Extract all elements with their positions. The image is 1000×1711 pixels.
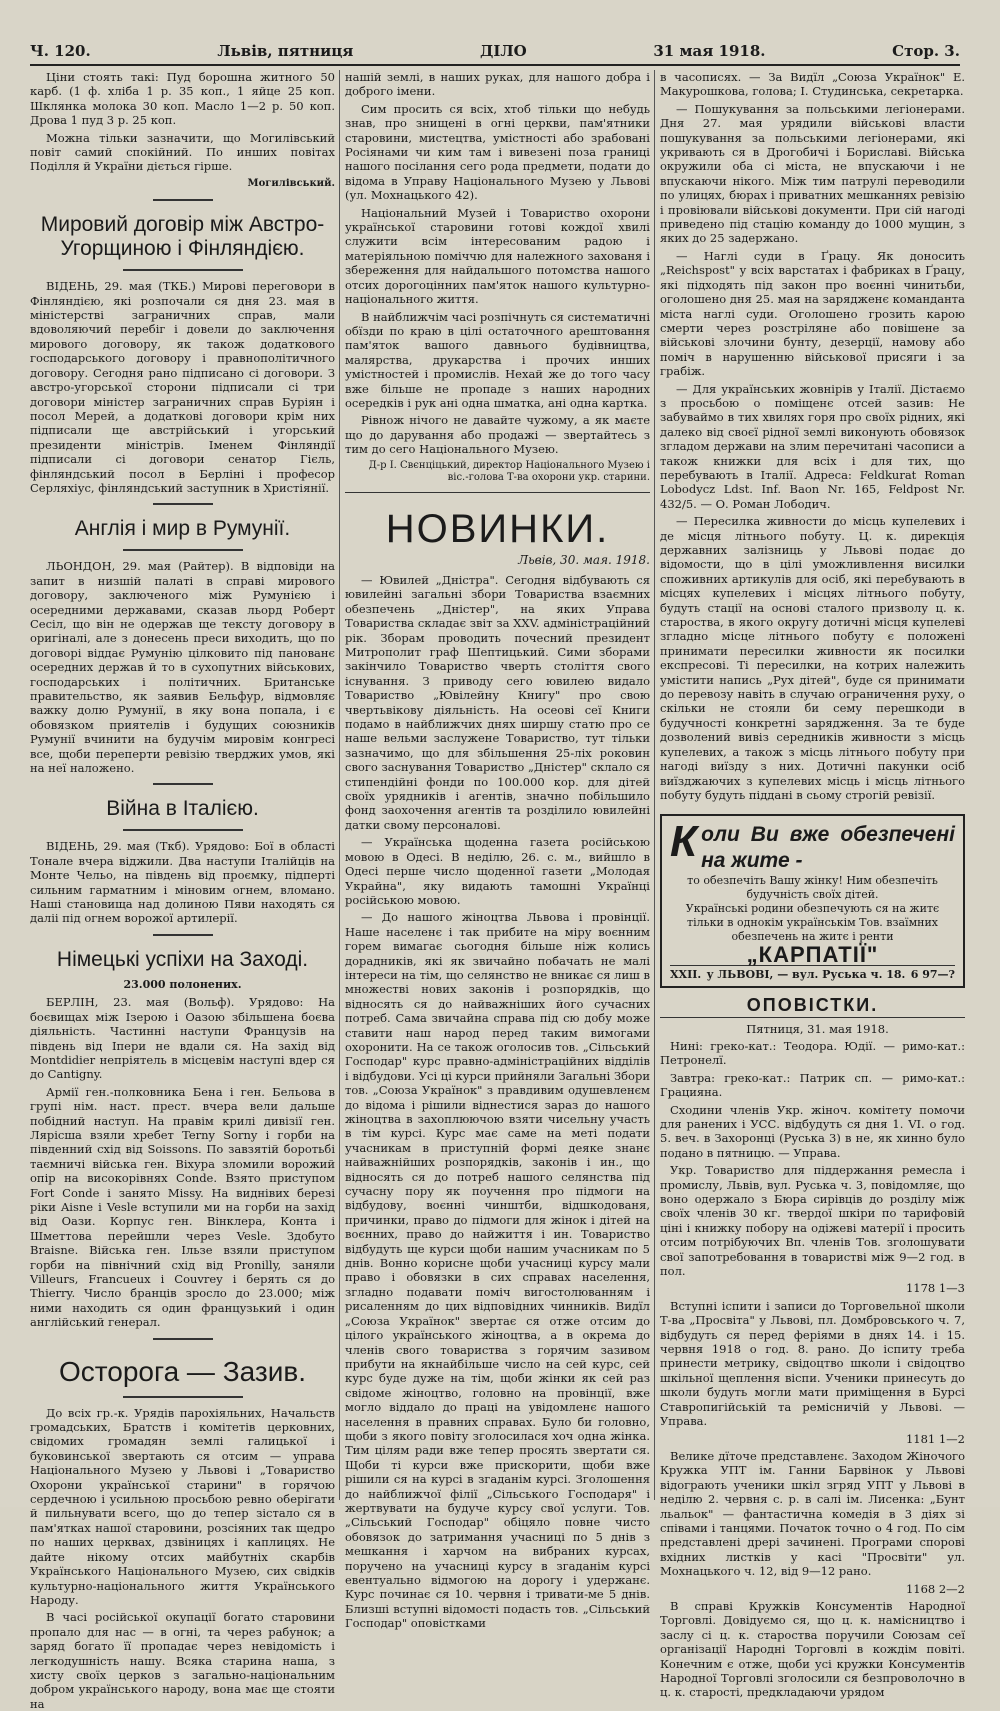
headline: Англія і мир в Румунії. [74, 517, 291, 541]
headline: Осторога — Зазив. [58, 1355, 307, 1387]
notice-ref: 1178 1—3 [905, 1281, 965, 1296]
ad-headline-text: оли Ви вже обезпечені на жите - [701, 823, 955, 873]
paragraph: в часописях. — За Видїл „Союза Українок" Е. Макурошкова, голова; І. Студинська, секретарка. [660, 70, 965, 99]
headline: Німецькі успіхи на Заході. [56, 947, 309, 971]
paragraph: нашій землі, в наших руках, для нашого добра і доброго імени. [345, 70, 650, 99]
ad-text: Українські родини обезпечують ся на житє тільки в однокім українськім Тов. взаїмних обезпечень на житє і ренти [685, 902, 940, 944]
article-text: ВІДЕНЬ, 29. мая (Ткб). Урядово: Бої в області Тонале вчера віджили. Два наступи Італійців на Монте Чельо, на південь від проємку, підперті сильним гарматним і міновим огнем, вломано. Наші становища над долиною Пяви находять ся даліі під огнем ворожої артилерії. [30, 839, 335, 926]
notice: Укр. Товариство для піддержання ремесла і промислу, Львів, вул. Руська ч. 3, повідомляє, що воно одержало з Бюра сирівців до розділу між своїх членів 30 кг. твердої шкіри по тарифовій ціні і книжку побору на одіжеві матерії і просить отсим потрібуючих Вп. членів Тов. зголошувати свої запотребовання в товаристві між 9—2 год. в пол. [660, 1163, 965, 1279]
divider [153, 934, 213, 936]
divider [123, 1396, 243, 1398]
column-2 [345, 70, 651, 1631]
signature: Д-р І. Свєнціцький, директор Національного Музею і віс.-голова Т-ва охорони укр. старини. [368, 459, 650, 483]
divider [153, 199, 213, 201]
masthead [30, 38, 960, 66]
article-text: БЕРЛІН, 23. мая (Вольф). Урядово: На боєвищах між Ізерою і Оазою збільшена боєва діяльність. Частинні наступи Французів на південь від Іпери не вдали ся. На захід від Montdidier непріятель в місцевім наступі вдер ся до Cantigny. [30, 995, 335, 1082]
insurance-advertisement [660, 814, 965, 988]
page-number: Стор. 3. [892, 42, 960, 60]
section-title: ОПОВІСТКИ. [746, 995, 879, 1016]
paragraph: Можна тільки зазначити, що Могилівський повіт самий спокійний. По инших повітах Поділля й України діється гірше. [30, 130, 335, 174]
news-item: — До нашого жіноцтва Львова і провінції. Наше населенє і так прибите на міру воєнним горем вимагає сьогодня більше ніж колись дорадників, які як звичайно побачать не малі інтереси на тім, що селянство не вникає ся лиш в множестві нових законів і розпорядків, що відносять ся до найважніших його сучасних потреб. Сама звичайна справа під сю добу може ставити наш народ перед таким вимогами охоронити. На се також оголосив тов. „Сільський Господар" курс правно-адміністраційних відділів і відбудови. Усі ці курси прийняли Загальні Збори тов. „Союза Українок" з правдивим одушевленєм до відома і рішили віднестися зараз до нашого жіноцтва в захоплюючою взяти чисельну участь в тім курсі. Курс має саме на меті подати учасникам в приступній формі деяке знанє найважнійших розпорядків, законів і ин., що відносять ся до потреб нашого селянства під сучасну пору як поучення про підмоги на відбудову, воєнні чинштби, відшкодованя, причинки, право до підмоги для жінок і дітей на воєнних, право до найжиття і ин. Товариство відбудуть ще курси щоби нашим учасникам по 5 днів. Вонно корисне щоби учасниці курсу мали право і обовязки в сих справах населення, згладно подавати поміч вигостолюванням і рисаленням до цих відповідних чинників. Видїл „Союза Українок" звертає ся отже отсим до цілого українського жіноцтва, а в окрема до членів свого товариства з горячим зазивом прибути на якнайбільше число на сей курс, сей курс буде дуже на тім, щоби жінки як сей раз свідоме жіноцтво, головно на провінції, вже могло віддало до праці на увідомленє нашого населення в правних справах. Було би головно, щоби з якого повіту зголосилася хоч одна жінка. Тим цілям ради вже тепер просять звертати ся. Щоби ті курси вже прискорити, щоби вже рішили ся на курсі в згаданім курсі. Зголошення до найближчої філії „Сільського Господаря" і жертвувати на будуче курсу свої услуги. Тов. „Сільський Господар" обіцяло повне чисто обовязок до затримання учасниці по 5 днів з мешкання і харчом на вибраних курсах, поручено на учасниці курсу в згаданім курсі евентуально відмогою на дорогу і удержанє. Курс починає ся 10. червня і тривати-ме 5 днів. Близші вступні відомості подасть тов. „Сільський Господар" оповістками [345, 910, 651, 1631]
notice: Нині: греко-кат.: Теодора. Юдії. — римо-кат.: Петронелї. [660, 1038, 965, 1068]
news-item: — Наглі суди в Ґрацу. Як доносить „Reichspost" у всіх варстатах і фабриках в Ґрацу, які підходять під закон про воєнні чинитьби, оголошено дня 25. мая на зарядженє командантa міста наглі суди. Оголошено грозить карою смерти через розстріляне або повішене за військові злочини бунту, дезерції, намову або поміч в нарушенню військової присяги і за грабіж. [660, 248, 965, 379]
issue-number: Ч. 120. [30, 42, 91, 60]
section-title: НОВИНКИ. [385, 506, 610, 551]
notice-date: Пятниця, 31. мая 1918. [746, 1021, 889, 1036]
ad-footer-ref: 6 97—? [910, 967, 955, 981]
notice: Вступні іспити і записи до Торговельної школи Т-ва „Просвіта" у Львові, пл. Домбровського ч. 7, відбудуть ся перед феріями в днях 14. і 15. червня 1918 о год. 8. рано. До іспиту треба принести метрику, свідоцтво школи і свідоцтво шкільної щеплення віспи. Ученики принесуть до школи будуть могли мати приміщення в Бурсі Ставропигійській та ремісничій у Львові. — Управа. [660, 1298, 965, 1429]
divider [123, 269, 243, 271]
ad-footer-left: XXII. [670, 967, 702, 981]
divider [345, 492, 650, 493]
headline: Війна в Італією. [106, 797, 259, 821]
notice: В справі Кружків Консументів Народної Торговлі. Довідуємо ся, що ц. к. намісництво і заслу сі ц. к. староства поручили Союзам сеї організації Народні Торговлі в кождім повіті. Конечним є отже, щоби усі кружки Консументів Народної Торговлі зголосили ся безпроволочно в ц. к. старості, предкладаючи урядом [660, 1598, 965, 1700]
ad-headline [670, 817, 955, 874]
article-text: В часі російської окупації богато старовини пропало для нас — в огні, та через рабунок; а заряд богато її пропадає через невідомість і легкодушність нашу. Всяка старина наша, з хисту своїх церков з загально-національним добром українського народу, вона має ще стояти на [30, 1610, 335, 1711]
divider [123, 829, 243, 831]
article-text: ВІДЕНЬ, 29. мая (ТКБ.) Мирові переговори в Фінляндією, які розпочали ся дня 23. мая в міністерстві заграничних справ, мали вдоволяючий перебіг і довели до заключення мирового договору, як також додаткового господарського договору і правнополітичного договору. Сегодня рано підписано сі договори. З австро-угорської сторони підписали сі три договори міністер заграничних справ Буріян і посол Мерей, а додаткові договори крім них підписали ще австрійський і угорський президенти міністрів. Іменем Фінляндії підписали сі договори сенатор Гієль, фінляндський посол в Берліні і професор Серляхіус, фінляндський заступник в Христіянії. [30, 279, 335, 495]
column-1 [30, 70, 335, 1711]
headline: Мировий договір між Австро-Угорщиною і Фінляндією. [40, 213, 325, 261]
notice: Завтра: греко-кат.: Патрик сп. — римо-кат.: Грацияна. [660, 1070, 965, 1100]
divider [660, 1017, 965, 1018]
notice-ref: 1168 2—2 [905, 1581, 965, 1596]
paragraph: В найближчім часі розпічнуть ся систематичні обїзди по краю в цілі остаточного арештовання пам'яток вашого давнього будівництва, малярства, друкарства і прочих инших умістностей і промислів. Нехай же до того часу вже більше не пропаде з наших народних осередків і рук ані одна шматка, ані одна картка. [345, 309, 650, 410]
article-text: Армії ген.-полковника Бена і ген. Бельова в групі нім. наст. прест. вчера вели дальше побідний наступ. На правім крилі дивізії ген. Лярісша взяли хребет Terny Sorny і горби на південний схід від Soissons. По завзятій боротьбі таємничі війська ген. Віхура зломили ворожий опір на високорівнях Conde. Взято приступом Fort Conde і занято Missy. На виднівих березі ріки Aisne і Vesle вступили ми на горби на захід від Оази. Корпус ген. Вінклера, Конта і Шметтова перейшли через Vesle. Здобуто Braisne. Війська ген. Ільзе взяли приступом горби на північний схід від Pronilly, заняли Villeurs, Francueux і Couvrey і берять ся до Thierry. Число бранців зросло до 23.000; між ними находить ся один французький і один англійський генерал. [30, 1084, 335, 1330]
divider [153, 503, 213, 505]
column-divider [654, 70, 655, 1500]
news-item: — Для українських жовнірів у Італії. Дістаємо з просьбою о поміщенє отсей зазив: Не забуваймо в тих хвилях горя про своїх рідних, які далеко від своєї рідної землі виконують обовязок згладом держави на злим перечитані часописи а також книжки для всіх і для тих, що перебувають в Італії. Адреса: Feldkurat Roman Lobodycz Ldst. Inf. Baon Nr. 165, Feldpost Nr. 432/5. — О. Роман Лободич. [660, 381, 965, 511]
divider [123, 549, 243, 551]
article-text: До всіх гр.-к. Урядів парохіяльних, Начальств громадських, Братств і комітетів церковних, свідомих громадян землі галицької і буковинської звертають ся отсим — управа Національного Музею у Львові і „Товариство Охорони української старини" в горячою сердечною і усильною просьбою ревно оберігати й пильнувати всего, що до тепер зістало ся в пам'ятках нашої старовини, розсіяних так щедро по наших церквах, дзвіницях і каплицях. Не дайте нікому отсих майбутніх скарбів Українського Національного Музею, сих свідків культурно-національного життя Українського Народу. [30, 1405, 335, 1607]
notice-ref: 1181 1—2 [905, 1431, 965, 1446]
place-day: Львів, пятниця [217, 42, 354, 60]
news-item: — Українська щоденна газета російською мовою в Одесі. В неділю, 26. с. м., вийшло в Одесі перше число щоденної газети „Молодая Украйна", яку видають тамошні Українці російською мовою. [345, 835, 650, 907]
signature: Могилівський. [247, 177, 335, 189]
column-3 [660, 70, 965, 1700]
paper-name: ДІЛО [480, 42, 527, 60]
subheadline: 23.000 полонених. [123, 977, 242, 991]
news-item: — Пошукування за польськими легіонерами. Дня 27. мая урядили військові власти пошукування за польськими легіонерами, які укривають ся в Дрогобичі і Бориславі. Війська окружили оба сі міста, не впускаючи і не впускаючи нікого. Між тим патрулі переводили по улицях, бюрах і приватних мешканнях ревізію і провіювали військові документи. При сій нагоді приведено під стацію команду до 1000 мущин, з яких до 25 задержано. [660, 101, 965, 246]
news-item: — Ювилей „Дністра". Сегодня відбувають ся ювилейні загальні збори Товариства взаємних обезпечень „Дністер", на яких Управа Товариства складає звіт за XXV. адміністраційний рік. Зборам проводить почесний президент Митрополит граф Шептицький. Сими зборами закінчило Товариство чверть століття свого існування. З приводу сего ювилею видало Товариство „Ювілейну Книгу" про свою чвертьвікову діяльність. На осеові сеї Книги подамо в найближчих днях ширшу статю про се наше вельми заслужене Товариство, тут тільки зазначимо, що для збільшення 25-ліх роковин свого заснування Товариство „Дністер" склало ся стипендійні фонди по 100.000 кор. для дітей своїх урядників і агентів, значно побільшило фонд заохочення агентів та розділило ювилейні датки свому персоналові. [345, 572, 650, 832]
divider [153, 783, 213, 785]
ad-brand: „КАРПАТІЇ" [746, 942, 879, 968]
issue-date: 31 мая 1918. [653, 42, 766, 60]
paragraph: Національний Музей і Товариство охорони української старовини готові кождої хвилі служити всім інтересованим радою і матеріяльною поміччю для належного захованя і збереження для найдальшого потомства нашого отсих дорогоцінних пам'яток нашого культурно-національного життя. [345, 205, 650, 307]
ad-footer [670, 965, 955, 982]
ad-text: то обезпечіть Вашу жінку! Ним обезпечіть будучність своїх дітей. [687, 874, 938, 902]
dateline: Львів, 30. мая. 1918. [518, 552, 650, 567]
divider [153, 1338, 213, 1340]
notice: Сходини членів Укр. жіноч. комітету помочи для ранених і УСС. відбудуть ся дня 1. VI. о год. 5. веч. в Захоронці (Руська 3) в не, як хинно було подано в пятницю. — Управа. [660, 1102, 965, 1160]
column-divider [339, 70, 340, 1500]
paragraph: Сим просить ся всіх, хтоб тільки що небудь знав, про знищені в огні церкви, пам'ятники старовини, мистецтва, умістності або зрабовані Росіянами чи ким там і вивезені поза границі нашого посілання сего рода предмети, подати до відома в Управу Національного Музею у Львові (ул. Мохнацького 42). [345, 101, 650, 203]
news-item: — Пересилка живности до місць купелевих і де місця літнього побуту. Ц. к. дирекція державних залізниць у Львові подає до відомости, що в цілі уможливлення висилки споживних артикулів для осіб, які перебувають в місцях купелевих і місцях літнього побуту, будуть стації на основі сталого призволу ц. к. староства, в якого округу дотичні місця купелеві згладно місце літнього побуту є положені принимати пересилки живности як посилки експресові. Ті пересилки, на котрих належить умістити напись „Рух дітей", буде ся принимати до перевозу навіть в случаю ограничення руху, о скільки не стояли би сему перешкоди в будучності конкретні зарядження. За те буде дозволений вивіз середників живности з місць купелевих, а також з місць літнього побуту при нагоді виїзду з них. Дотичні пакунки осіб виїзджаючих з купелевих місць і місць літнього побуту будуть піддані в сьому строгій ревізії. [660, 514, 965, 802]
ad-footer-address: у ЛЬВОВІ, — вул. Руська ч. 18. [706, 967, 906, 981]
paragraph: Ціни стоять такі: Пуд борошна житного 50 карб. (1 ф. хліба 1 р. 35 коп., 1 яйце 25 коп. Шклянка молока 30 коп. Масло 1—2 р. 50 коп. Дрова 1 пуд 3 р. 25 коп. [30, 70, 335, 128]
article-text: ЛЬОНДОН, 29. мая (Райтер). В відповіди на запит в низшій палаті в справі мирового договору, заключеного між Румунією і осередними державами, сказав льорд Роберт Сесіл, що він не одержав ще тексту договору в оригіналі, але з донесень преси виходить, що по договорі віддає Румунію цілковито під панованє осередних держав й то в сухопутних військових, господарських і політичних. Британське правительство, як заявив Бельфур, відмовляє важку долю Румунії, в яку вона попала, і є обовязком приятелів і будущих союзників Румунії вчинити на будучім мировім конгресі все, щоби переперти ревізію тверджих умов, які на неї наложено. [30, 559, 335, 776]
notice: Велике дїточе представленє. Заходом Жіночого Кружка УПТ ім. Ганни Барвінок у Львові відограють ученики шкіл згряд УПТ у Львові в неділю 2. червня с. р. в салі ім. Лисенка: „Бунт льальок" — фантастична комедія в 3 діях зі співами і танцями. Початок точно о 4 год. По сім представлені дрері зачинені. Програми спорові вхідних листків у касі "Просвіти" ул. Мохнацького ч. 12, від 9—12 рано. [660, 1448, 965, 1579]
ad-initial: К [670, 817, 698, 867]
paragraph: Рівнож нічого не давайте чужому, а як маєте що до дарування або продажі — звертайтесь з тим до сего Національного Музею. [345, 413, 650, 457]
